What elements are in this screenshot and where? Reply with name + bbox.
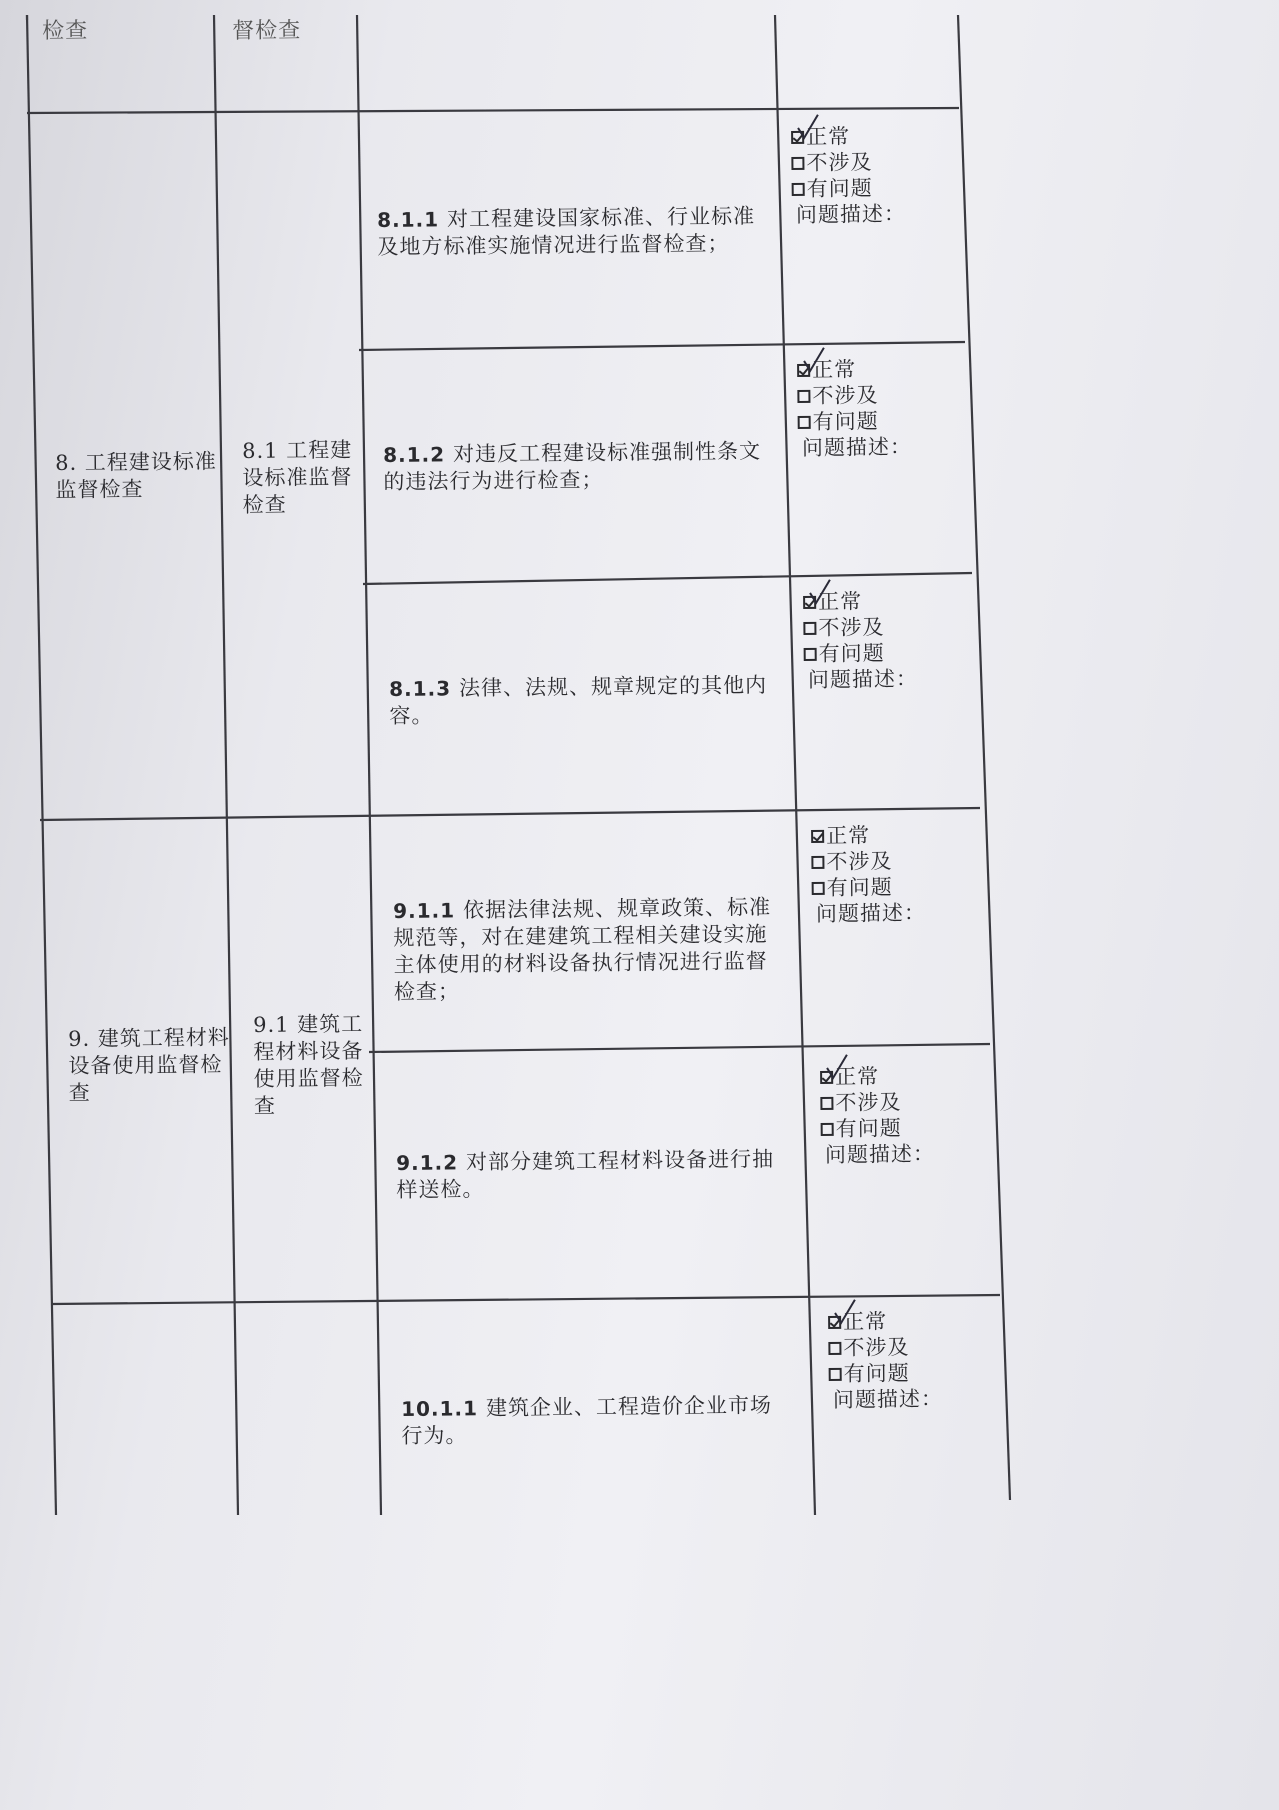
options-block <box>828 1308 943 1413</box>
checkbox-icon[interactable] <box>812 881 825 894</box>
checkbox-icon[interactable] <box>821 1122 834 1135</box>
handwritten-check-icon <box>834 1299 856 1327</box>
handwritten-check-icon <box>826 1054 848 1082</box>
option-normal[interactable]: 正常 <box>803 588 917 615</box>
item-code: 8.1.3 <box>389 676 452 701</box>
item-text: 对工程建设国家标准、行业标准及地方标准实施情况进行监督检查； <box>377 204 756 259</box>
problem-description-label: 问题描述： <box>807 666 919 692</box>
header-col1: 检查 <box>42 18 89 44</box>
option-problem[interactable]: 有问题 <box>798 408 912 435</box>
checkbox-icon[interactable] <box>798 415 811 428</box>
item-text: 依据法律法规、规章政策、标准规范等，对在建建筑工程相关建设实施主体使用的材料设备执行情况进行监督检查； <box>393 895 772 1004</box>
option-normal[interactable]: 正常 <box>828 1308 942 1335</box>
subcategory-9-1: 9.1 建筑工程材料设备使用监督检查 <box>253 1011 364 1118</box>
options-block <box>791 123 906 228</box>
handwritten-check-icon <box>803 347 825 375</box>
option-problem[interactable]: 有问题 <box>829 1360 943 1387</box>
option-problem[interactable]: 有问题 <box>812 874 926 901</box>
checkbox-icon[interactable] <box>792 182 805 195</box>
item-9-1-2 <box>396 1146 782 1204</box>
item-8-1-1 <box>377 203 758 261</box>
problem-description-label: 问题描述： <box>832 1386 944 1412</box>
item-text: 对部分建筑工程材料设备进行抽样送检。 <box>396 1147 775 1202</box>
item-10-1-1 <box>401 1392 787 1450</box>
option-not-applicable[interactable]: 不涉及 <box>828 1334 942 1361</box>
option-not-applicable[interactable]: 不涉及 <box>797 382 911 409</box>
checkbox-icon[interactable] <box>797 389 810 402</box>
options-block <box>797 356 912 461</box>
option-normal[interactable]: 正常 <box>791 123 905 150</box>
option-not-applicable[interactable]: 不涉及 <box>803 614 917 641</box>
options-block <box>803 588 918 693</box>
item-code: 8.1.1 <box>377 207 440 232</box>
checkbox-icon[interactable] <box>820 1096 833 1109</box>
checkbox-icon[interactable] <box>828 1341 841 1354</box>
subcategory-8-1: 8.1 工程建设标准监督检查 <box>242 437 353 517</box>
item-text: 法律、法规、规章规定的其他内容。 <box>389 673 768 728</box>
checkbox-icon[interactable] <box>829 1367 842 1380</box>
checkbox-icon[interactable] <box>791 156 804 169</box>
handwritten-check-icon <box>797 114 819 142</box>
option-problem[interactable]: 有问题 <box>821 1115 935 1142</box>
problem-description-label: 问题描述： <box>801 434 913 460</box>
option-normal[interactable]: 正常 <box>797 356 911 383</box>
options-block <box>820 1063 935 1168</box>
handwritten-check-icon <box>809 579 831 607</box>
problem-description-label: 问题描述： <box>815 900 927 926</box>
category-9: 9. 建筑工程材料设备使用监督检查 <box>68 1025 230 1105</box>
option-not-applicable[interactable]: 不涉及 <box>811 848 925 875</box>
header-col2: 督检查 <box>232 18 302 44</box>
item-8-1-2 <box>383 438 764 496</box>
option-problem[interactable]: 有问题 <box>792 175 906 202</box>
item-text: 建筑企业、工程造价企业市场行为。 <box>401 1393 773 1448</box>
item-code: 9.1.2 <box>396 1150 459 1175</box>
category-8: 8. 工程建设标准监督检查 <box>55 449 217 502</box>
checkbox-icon[interactable] <box>811 855 824 868</box>
option-normal[interactable]: 正常 <box>820 1063 934 1090</box>
checkbox-icon[interactable] <box>803 621 816 634</box>
option-not-applicable[interactable]: 不涉及 <box>791 149 905 176</box>
option-normal[interactable]: 正常 <box>811 822 925 849</box>
item-code: 8.1.2 <box>383 442 446 467</box>
item-9-1-1 <box>393 894 779 1006</box>
checkbox-icon[interactable] <box>804 647 817 660</box>
problem-description-label: 问题描述： <box>824 1141 936 1167</box>
item-text: 对违反工程建设标准强制性条文的违法行为进行检查； <box>383 439 762 494</box>
item-code: 10.1.1 <box>401 1396 479 1421</box>
checkbox-checked-icon[interactable] <box>811 829 824 842</box>
option-not-applicable[interactable]: 不涉及 <box>820 1089 934 1116</box>
item-8-1-3 <box>389 672 770 730</box>
problem-description-label: 问题描述： <box>795 201 907 227</box>
option-problem[interactable]: 有问题 <box>804 640 918 667</box>
item-code: 9.1.1 <box>393 898 456 923</box>
options-block <box>811 822 926 927</box>
